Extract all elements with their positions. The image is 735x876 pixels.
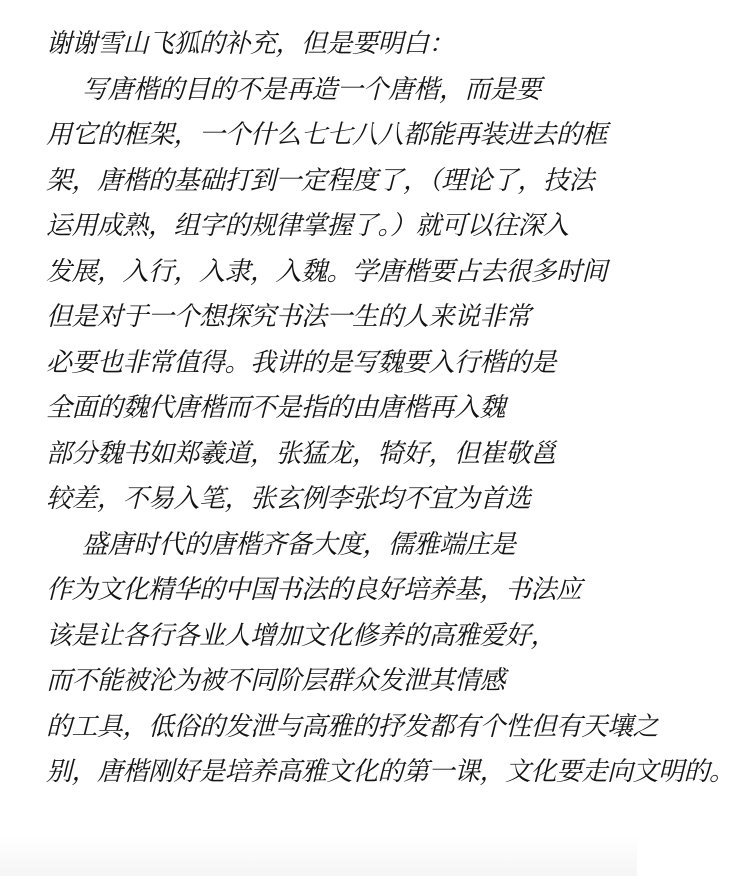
text-line: 较差，不易入笔，张玄例李张均不宜为首选	[46, 484, 531, 514]
text-line: 写唐楷的目的不是再造一个唐楷，而是要	[82, 74, 542, 105]
text-line: 但是对于一个想探究书法一生的人来说非常	[46, 302, 531, 332]
text-line: 全面的魏代唐楷而不是指的由唐楷再入魏	[46, 393, 506, 423]
text-line: 谢谢雪山飞狐的补充，但是要明白：	[46, 29, 455, 59]
text-line: 架，唐楷的基础打到一定程度了，（理论了，技法	[46, 165, 595, 196]
text-line: 而不能被沦为被不同阶层群众发泄其情感	[46, 666, 506, 696]
text-line: 必要也非常值得。我讲的是写魏要入行楷的是	[46, 347, 557, 378]
scan-edge	[0, 836, 637, 876]
text-line: 发展，入行，入隶，入魏。学唐楷要占去很多时间	[46, 256, 608, 287]
text-line: 的工具，低俗的发泄与高雅的抒发都有个性但有天壤之	[46, 711, 659, 742]
text-line: 盛唐时代的唐楷齐备大度，儒雅端庄是	[82, 529, 516, 560]
text-line: 别，唐楷刚好是培养高雅文化的第一课，文化要走向文明的。	[46, 757, 735, 787]
text-line: 运用成熟，组字的规律掌握了。）就可以往深入	[46, 211, 569, 241]
text-line: 用它的框架，一个什么七七八八都能再装进去的框	[46, 120, 608, 150]
text-line: 该是让各行各业人增加文化修养的高雅爱好，	[46, 620, 557, 651]
text-line: 作为文化精华的中国书法的良好培养基，书法应	[46, 575, 582, 605]
text-line: 部分魏书如郑羲道，张猛龙，犄好，但崔敬邕	[46, 438, 557, 469]
handwritten-text	[46, 22, 735, 796]
